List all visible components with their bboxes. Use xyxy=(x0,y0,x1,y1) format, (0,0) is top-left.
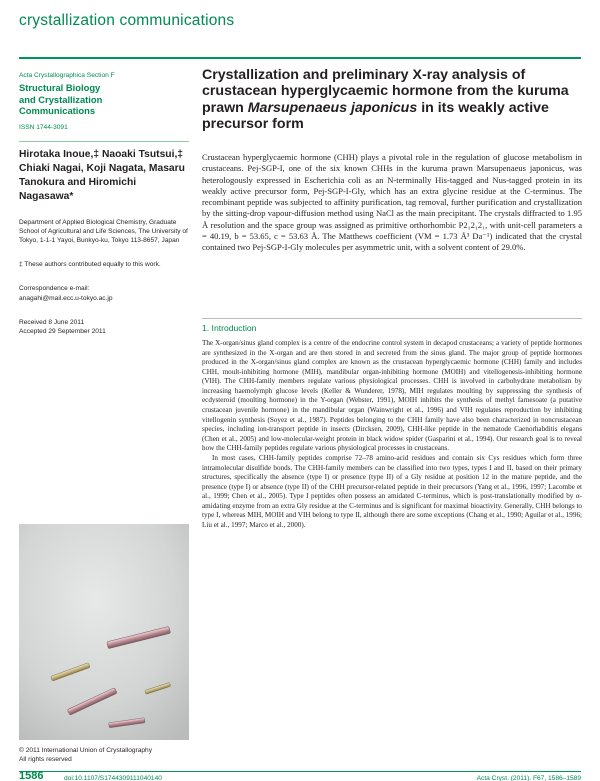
page-number: 1586 xyxy=(19,770,44,781)
crystal-micrograph xyxy=(19,524,189,740)
author-footnote: ‡ These authors contributed equally to this work. xyxy=(19,260,161,268)
copyright-line: © 2011 International Union of Crystallography xyxy=(19,747,153,754)
correspondence-email[interactable]: anagahi@mail.ecc.u-tokyo.ac.jp xyxy=(19,294,113,302)
title-text: Crystallization and preliminary X-ray analysis of crustacean hyperglycaemic hormone from the kuruma prawn xyxy=(202,67,569,116)
citation: Acta Cryst. (2011). F67, 1586–1589 xyxy=(476,775,581,781)
doi[interactable]: doi:10.1107/S1744309111040140 xyxy=(64,775,162,781)
author-list: Hirotaka Inoue,‡ Naoaki Tsutsui,‡ Chiaki Nagai, Koji Nagata, Masaru Tanokura and Hiromichi Nagasawa* xyxy=(19,148,185,202)
title-text-end: in its weakly active precursor form xyxy=(202,99,549,133)
paragraph: The X-organ/sinus gland complex is a centre of the endocrine control system in decapod crustaceans; a variety of peptide hormones are synthesized in the X-organ and are then stored in and secreted from the sinus gland. The major group of peptide hormones produced in the X-organ/sinus gland complex are known as the crustacean hyperglycaemic hormone (CHH) family and includes CHH, moult-inhibiting hormone (MIH), mandibular organ-inhibiting hormone (MOIH) and vitellogenesis-inhibiting hormone (VIH). The CHH-family members regulate various physiological processes. CHH is involved in carbohydrate metabolism by increasing haemolymph glucose levels (Keller & Wunderer, 1978), MIH regulates moulting by suppressing the synthesis of ecdysteroid (moulting hormone) in the Y-organ (Webster, 1991), MOIH inhibits the synthesis of methyl farnesoate (a putative crustacean juvenile hormone) in the mandibular organ (Wainwright et al., 1996) and VIH regulates reproduction by inhibiting vitellogenin synthesis (Soyez et al., 1987). Peptides belonging to the CHH family have also been characterized in noncrustacean species, including ion-transport peptide in insects (Dircksen, 2009), CHH-like peptide in the nematode Caenorhabditis elegans (Chen et al., 2005) and low-molecular-weight protein in black widow spider (Gasparini et al., 1994). Our research goal is to reveal how the CHH-family peptides regulate various physiological processes in crustaceans. xyxy=(202,339,582,453)
issn: ISSN 1744-3091 xyxy=(19,123,68,131)
sidebar-divider xyxy=(19,141,189,142)
header-rule xyxy=(19,57,581,59)
article-title xyxy=(202,67,582,133)
journal-title: Structural Biology and Crystallization Communications xyxy=(19,82,103,116)
received-date: Received 8 June 2011 xyxy=(19,318,85,326)
accepted-date: Accepted 29 September 2011 xyxy=(19,328,106,336)
journal-section-header: crystallization communications xyxy=(19,12,235,29)
abstract: Crustacean hyperglycaemic hormone (CHH) plays a pivotal role in the regulation of glucose metabolism in crustaceans. Pej-SGP-I, one of the six known CHHs in the kuruma prawn Marsupenaeus japonicus, was heterologously expressed in Escherichia coli as an N-terminally His-tagged and Nus-tagged protein in its weakly active precursor form, Pej-SGP-I-Gly, which has an extra glycine residue at the C-terminus. The recombinant peptide was subjected to affinity purification, tag removal, further purification and crystallization by the sitting-drop vapour-diffusion method using NaCl as the main precipitant. The crystals diffracted to 1.95 Å resolution and the space group was assigned as primitive orthorhombic P2₁2₁2₁, with unit-cell parameters a = 40.19, b = 53.65, c = 53.63 Å. The Matthews coefficient (VM = 1.73 Å³ Da⁻¹) indicated that the crystal contained two Pej-SGP-I-Gly molecules per asymmetric unit, with a solvent content of 29.0%. xyxy=(202,152,582,252)
copyright xyxy=(19,746,189,764)
title-species: Marsupenaeus japonicus xyxy=(247,99,418,116)
copyright-rights: All rights reserved xyxy=(19,756,72,763)
affiliation: Department of Applied Biological Chemistry, Graduate School of Agricultural and Life Sciences, The University of Tokyo, 1-1-1 Yayoi, Bunkyo-ku, Tokyo 113-8657, Japan xyxy=(19,218,188,245)
footer-rule xyxy=(19,771,581,772)
introduction-body xyxy=(202,339,582,531)
correspondence-label: Correspondence e-mail: xyxy=(19,285,90,293)
section-heading: 1. Introduction xyxy=(202,323,257,333)
abstract-divider xyxy=(202,318,582,319)
paragraph: In most cases, CHH-family peptides comprise 72–78 amino-acid residues and contain six Cys residues which form three intramolecular disulfide bonds. The CHH-family members can be classified into two types, types I and II, based on their primary structures, specifically the absence (type I) or presence (type II) of a Gly residue at position 12 in the mature peptide, and the presence (type I) or absence (type II) of the CHH precursor-related peptide in their precursors (Yang et al., 1996, 1997; Lacombe et al., 1999; Chen et al., 2005). Type I peptides often possess an amidated C-terminus, which is post-translationally modified by α-amidating enzyme from an extra Gly residue at the C-terminus and is significant for maximal bioactivity. Generally, CHH belongs to type I, whereas MIH, MOIH and VIH belong to type II, although there are some exceptions (Chang et al., 1990; Aguilar et al., 1996; Liu et al., 1997; Marco et al., 2000). xyxy=(202,453,582,529)
sidebar xyxy=(19,71,189,337)
journal-section-label: Acta Crystallographica Section F xyxy=(19,72,115,79)
crystal-photo xyxy=(19,524,189,740)
